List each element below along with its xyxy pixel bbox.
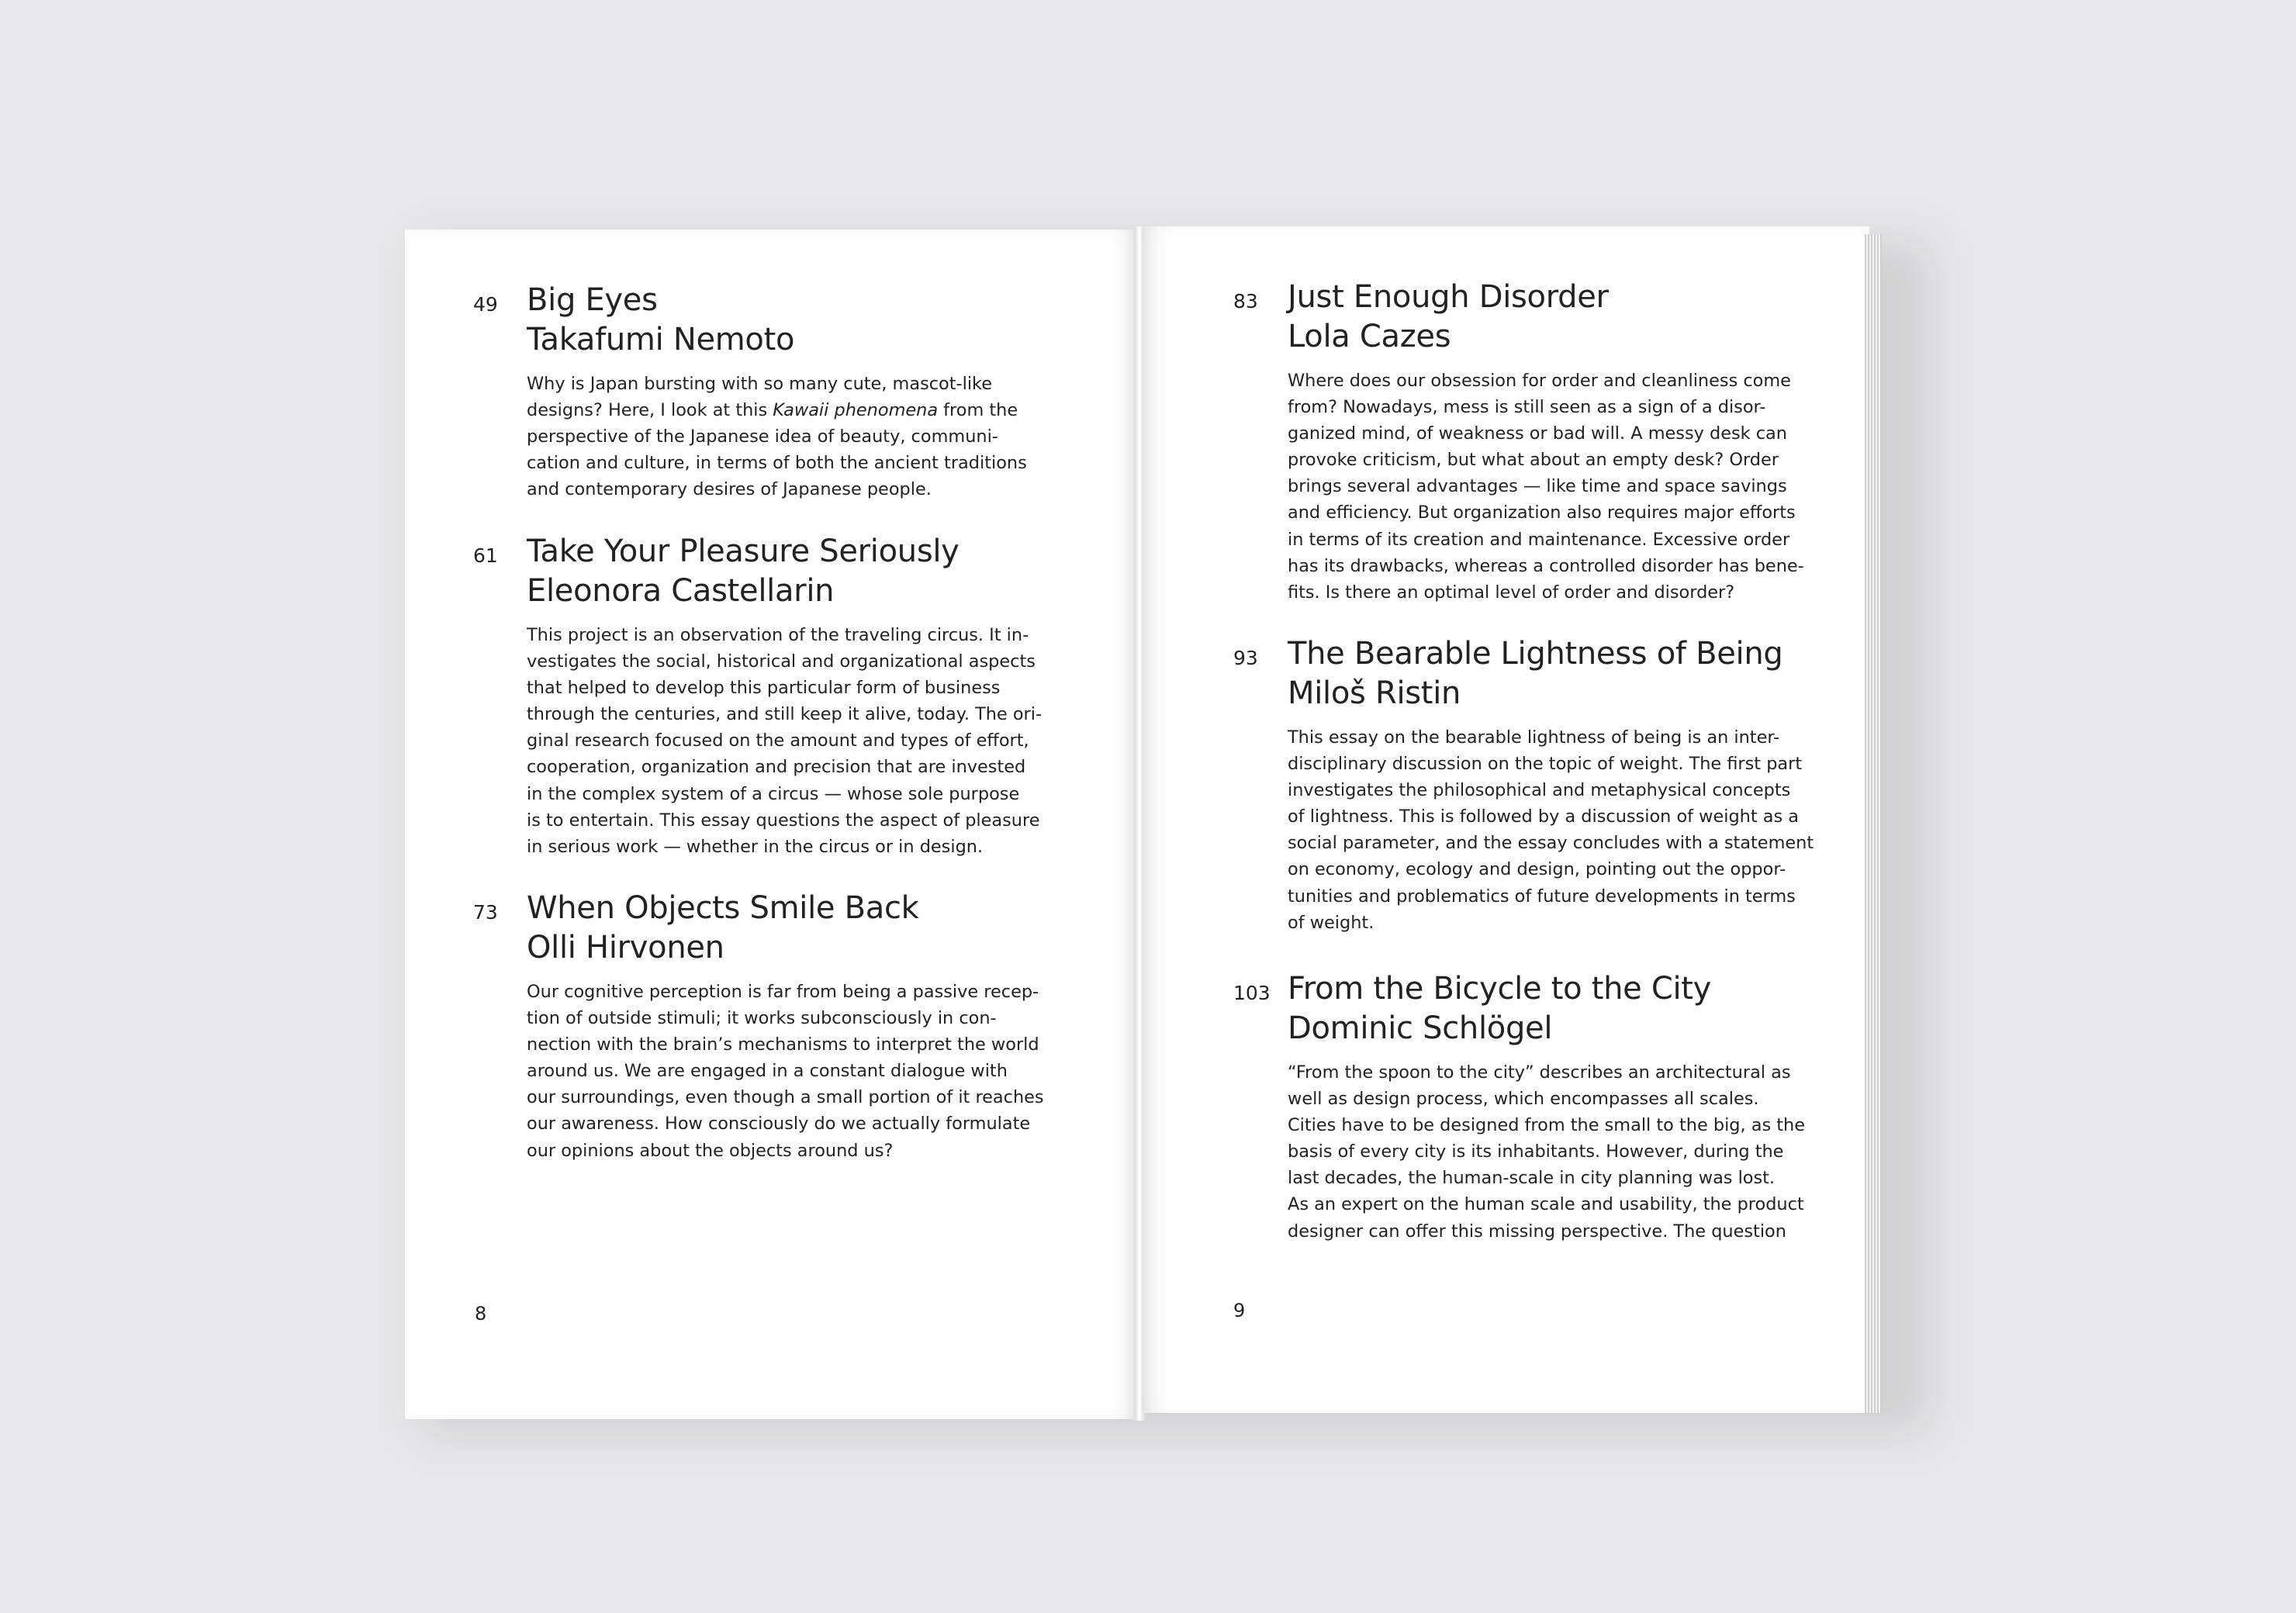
entry-page-number: 73: [473, 901, 498, 924]
abstract-line: Our cognitive perception is far from being a passive recep-: [527, 982, 1039, 1002]
abstract-line: that helped to develop this particular form of business: [527, 678, 1001, 699]
abstract-line: is to entertain. This essay questions the aspect of pleasure: [527, 810, 1040, 831]
abstract-line: and efficiency. But organization also requires major efforts: [1288, 503, 1796, 523]
abstract-line: brings several advantages — like time and space savings: [1288, 476, 1787, 497]
abstract-line: designer can offer this missing perspective. The question: [1288, 1221, 1786, 1242]
entry-title: Big Eyes: [527, 282, 658, 318]
abstract-line: through the centuries, and still keep it alive, today. The ori-: [527, 704, 1043, 725]
abstract-line: vestigates the social, historical and organizational aspects: [527, 651, 1036, 672]
toc-entry: [1288, 278, 1804, 606]
abstract-line: around us. We are engaged in a constant dialogue with: [527, 1061, 1008, 1082]
abstract-line: “From the spoon to the city” describes an architectural as: [1288, 1062, 1791, 1083]
abstract-line: Where does our obsession for order and cleanliness come: [1288, 371, 1791, 391]
abstract-line: fits. Is there an optimal level of order and disorder?: [1288, 582, 1735, 603]
entry-page-number: 49: [473, 293, 498, 316]
entry-author: Eleonora Castellarin: [527, 573, 835, 609]
entry-author: Takafumi Nemoto: [527, 322, 795, 357]
toc-entry: [527, 532, 1042, 860]
page-folio: 8: [475, 1303, 487, 1325]
abstract-line: on economy, ecology and design, pointing out the oppor-: [1288, 859, 1786, 880]
abstract-line: As an expert on the human scale and usability, the product: [1288, 1194, 1804, 1215]
abstract-line: investigates the philosophical and metaphysical concepts: [1288, 780, 1791, 801]
abstract-line: in the complex system of a circus — whose sole purpose: [527, 783, 1020, 804]
abstract-line: ganized mind, of weakness or bad will. A messy desk can: [1288, 423, 1787, 444]
abstract-line: This project is an observation of the traveling circus. It in-: [527, 625, 1029, 645]
abstract-line: Cities have to be designed from the small to the big, as the: [1288, 1115, 1805, 1136]
abstract-line: social parameter, and the essay concludes with a statement: [1288, 833, 1814, 854]
entry-title: Just Enough Disorder: [1288, 279, 1609, 315]
toc-entry: [1288, 634, 1814, 936]
abstract-line: This essay on the bearable lightness of being is an inter-: [1288, 727, 1780, 748]
entry-page-number: 103: [1233, 982, 1271, 1004]
abstract-line: our awareness. How consciously do we actually formulate: [527, 1114, 1031, 1135]
toc-entry: [527, 281, 1027, 503]
abstract-line: basis of every city is its inhabitants. However, during the: [1288, 1142, 1784, 1162]
abstract-line: of weight.: [1288, 912, 1374, 933]
entry-title: Take Your Pleasure Seriously: [527, 534, 960, 569]
entry-abstract: [527, 979, 1044, 1164]
abstract-line: nection with the brain’s mechanisms to interpret the world: [527, 1034, 1039, 1055]
page-block-edge: [1865, 234, 1882, 1413]
abstract-line: tion of outside stimuli; it works subconsciously in con-: [527, 1008, 997, 1029]
entry-abstract: [527, 371, 1027, 503]
abstract-line: disciplinary discussion on the topic of weight. The first part: [1288, 754, 1803, 775]
abstract-line: has its drawbacks, whereas a controlled disorder has bene-: [1288, 555, 1804, 576]
entry-title: When Objects Smile Back: [527, 890, 919, 926]
entry-abstract: [1288, 368, 1804, 606]
abstract-line: cooperation, organization and precision that are invested: [527, 757, 1026, 778]
toc-entry: [527, 889, 1044, 1164]
abstract-line: from? Nowadays, mess is still seen as a sign of a disor-: [1288, 397, 1766, 418]
abstract-line: perspective of the Japanese idea of beauty, communi-: [527, 427, 998, 447]
abstract-line: tunities and problematics of future developments in terms: [1288, 886, 1796, 907]
entry-page-number: 83: [1233, 290, 1258, 313]
entry-author: Miloš Ristin: [1288, 675, 1461, 711]
abstract-line: in serious work — whether in the circus or in design.: [527, 836, 984, 857]
abstract-line: ginal research focused on the amount and types of effort,: [527, 731, 1029, 751]
entry-abstract: [1288, 1059, 1805, 1245]
entry-page-number: 61: [473, 544, 498, 567]
abstract-line: and contemporary desires of Japanese people.: [527, 479, 932, 500]
abstract-line: our opinions about the objects around us?: [527, 1140, 894, 1161]
entry-abstract: [527, 622, 1042, 860]
page-folio: 9: [1233, 1300, 1246, 1321]
entry-abstract: [1288, 724, 1814, 936]
abstract-line: of lightness. This is followed by a discussion of weight as a: [1288, 806, 1799, 827]
entry-title: The Bearable Lightness of Being: [1288, 636, 1783, 672]
entry-author: Dominic Schlögel: [1288, 1010, 1553, 1046]
entry-author: Lola Cazes: [1288, 319, 1451, 354]
abstract-line: designs? Here, I look at this Kawaii phenomena from the: [527, 400, 1018, 421]
abstract-line: last decades, the human-scale in city planning was lost.: [1288, 1168, 1776, 1189]
toc-entry: [1288, 969, 1805, 1245]
abstract-line: cation and culture, in terms of both the ancient traditions: [527, 453, 1027, 474]
entry-title: From the Bicycle to the City: [1288, 971, 1712, 1007]
abstract-line: well as design process, which encompasses all scales.: [1288, 1089, 1759, 1110]
abstract-line: provoke criticism, but what about an empty desk? Order: [1288, 450, 1779, 471]
abstract-line: Why is Japan bursting with so many cute, mascot-like: [527, 374, 992, 394]
right-page: [1142, 226, 1869, 1413]
entry-author: Olli Hirvonen: [527, 930, 724, 965]
abstract-line: our surroundings, even though a small portion of it reaches: [527, 1087, 1044, 1108]
entry-page-number: 93: [1233, 647, 1258, 669]
left-page: [405, 230, 1137, 1419]
abstract-line: in terms of its creation and maintenance. Excessive order: [1288, 529, 1790, 550]
